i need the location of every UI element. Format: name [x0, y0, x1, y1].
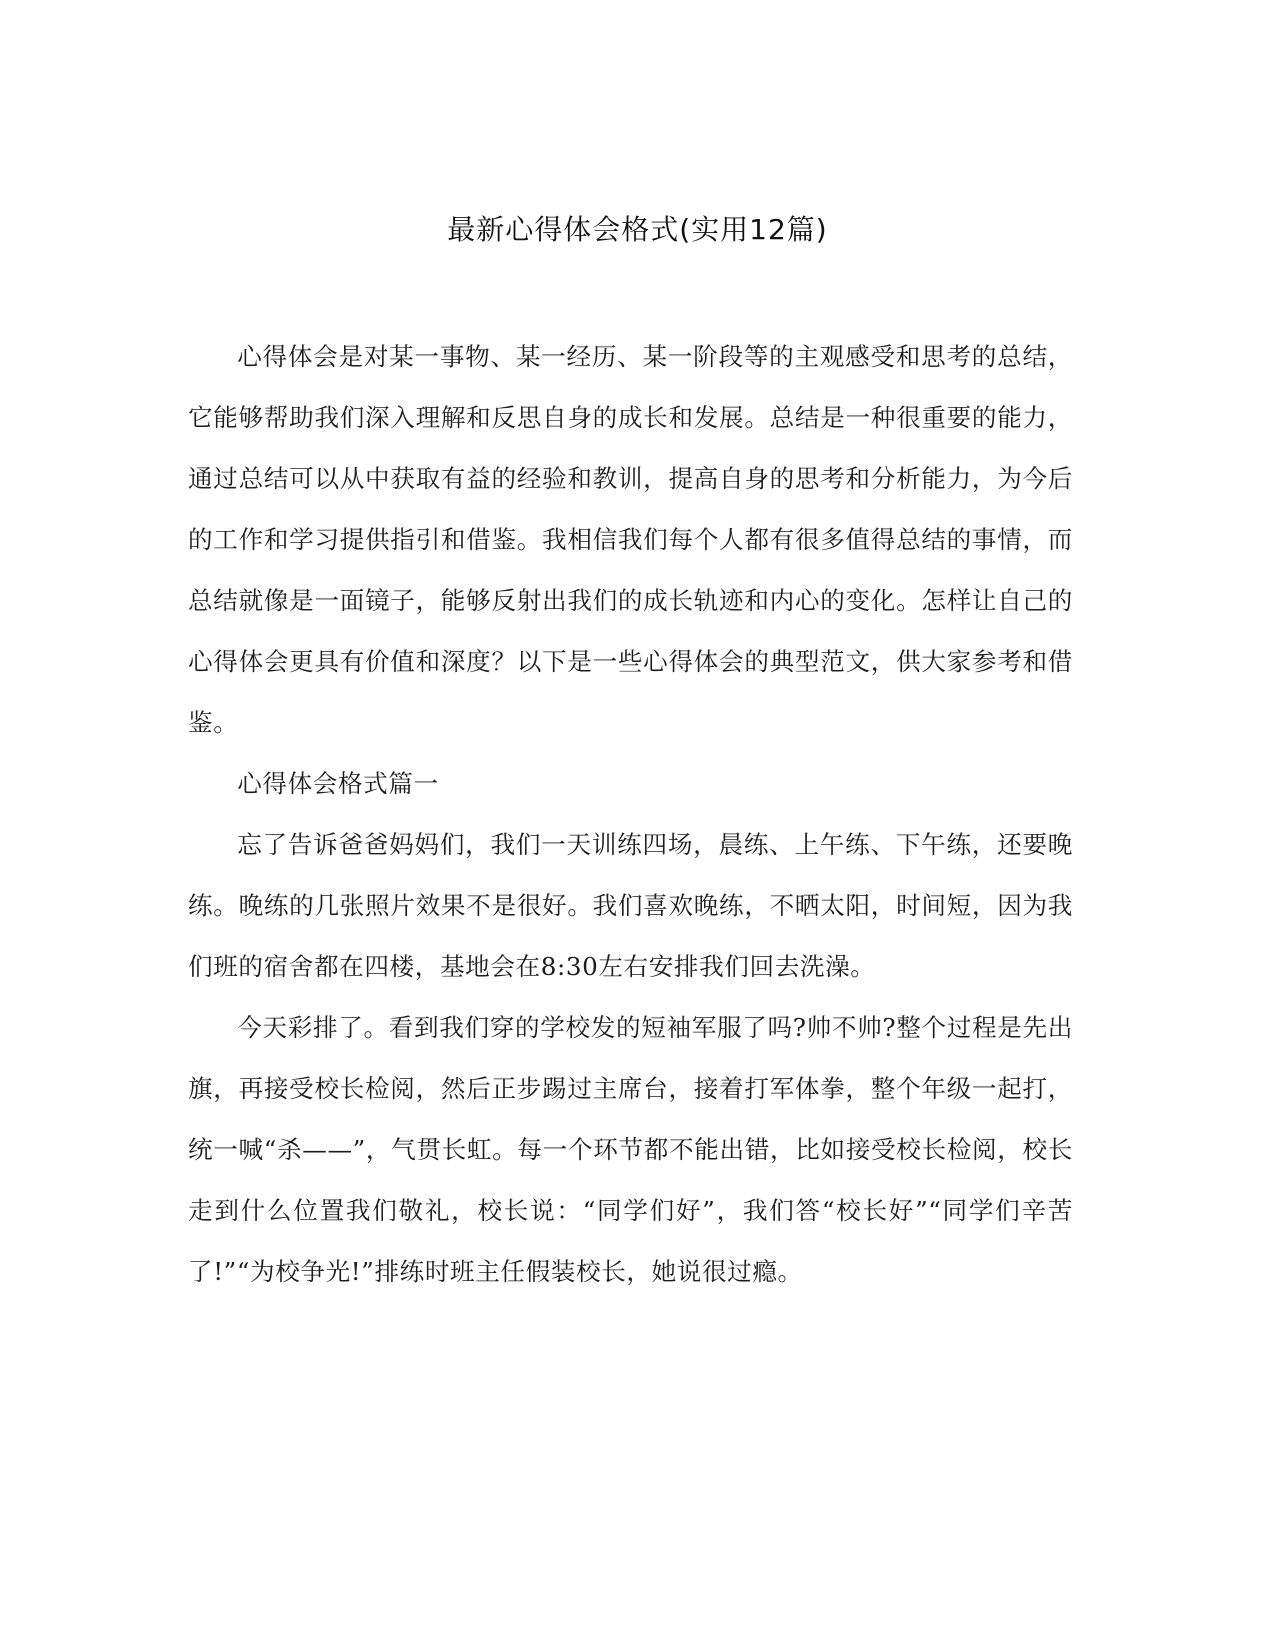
intro-paragraph: 心得体会是对某一事物、某一经历、某一阶段等的主观感受和思考的总结，它能够帮助我们深入理解和反思自身的成长和发展。总结是一种很重要的能力，通过总结可以从中获取有益的经验和教训，提高自身的思考和分析能力，为今后的工作和学习提供指引和借鉴。我相信我们每个人都有很多值得总结的事情，而总结就像是一面镜子，能够反射出我们的成长轨迹和内心的变化。怎样让自己的心得体会更具有价值和深度？以下是一些心得体会的典型范文，供大家参考和借鉴。 — [188, 342, 1073, 737]
section-paragraph-2: 今天彩排了。看到我们穿的学校发的短袖军服了吗?帅不帅?整个过程是先出旗，再接受校长检阅，然后正步踢过主席台，接着打军体拳，整个年级一起打，统一喊“杀——”，气贯长虹。每一个环节都不能出错，比如接受校长检阅，校长走到什么位置我们敬礼，校长说：“同学们好”，我们答“校长好”“同学们辛苦了!”“为校争光!”排练时班主任假装校长，她说很过瘾。 — [188, 1013, 1073, 1286]
document-title: 最新心得体会格式(实用12篇) — [447, 213, 828, 246]
section-paragraph-1: 忘了告诉爸爸妈妈们，我们一天训练四场，晨练、上午练、下午练，还要晚练。晚练的几张照片效果不是很好。我们喜欢晚练，不晒太阳，时间短，因为我们班的宿舍都在四楼，基地会在8:30左右安排我们回去洗澡。 — [188, 830, 1073, 981]
document-body — [188, 326, 1073, 1302]
section-heading: 心得体会格式篇一 — [237, 769, 439, 798]
